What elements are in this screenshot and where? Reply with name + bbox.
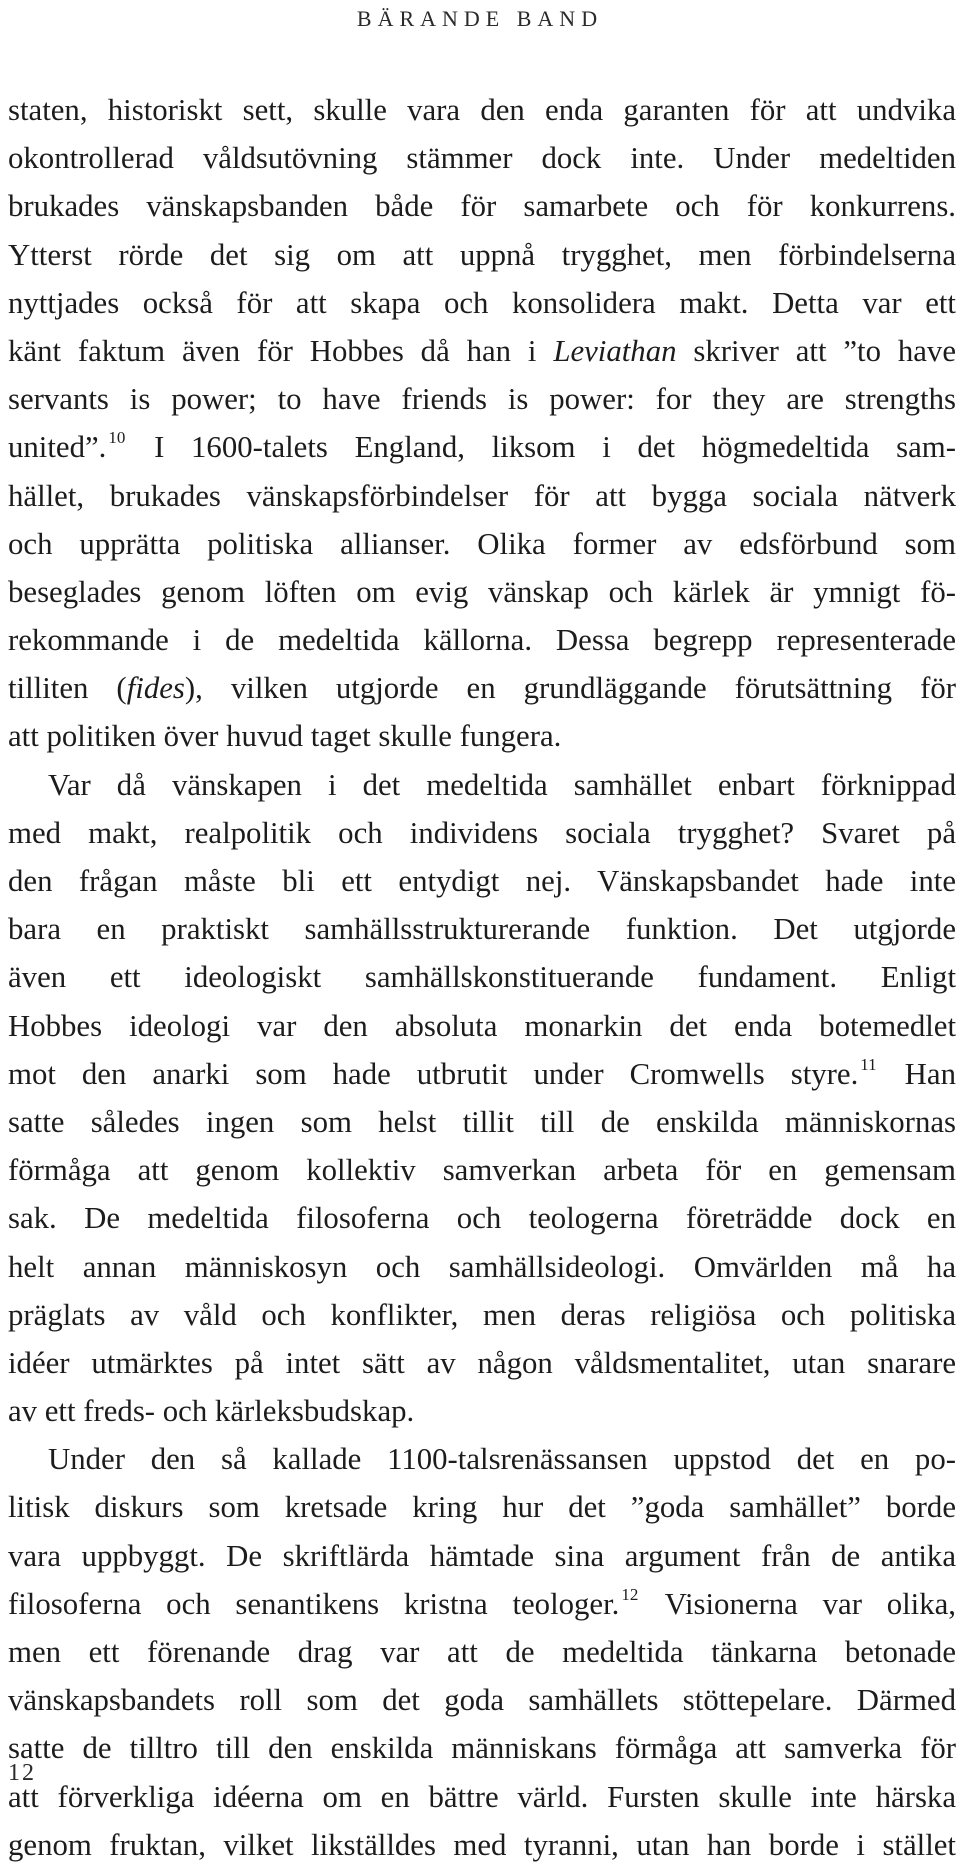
footnote-marker[interactable]: 12 xyxy=(621,1584,639,1604)
line-text: präglats av våld och konflikter, men deras religiösa och politiska xyxy=(8,1297,956,1332)
text-line xyxy=(8,520,956,568)
line-text: av ett freds- och kärleksbudskap. xyxy=(8,1394,415,1429)
text-line xyxy=(8,809,956,857)
text-line xyxy=(8,1821,956,1869)
text-line xyxy=(8,1676,956,1724)
text-line xyxy=(8,472,956,520)
line-text: vänskapsbandets roll som det goda samhällets stöttepelare. Därmed xyxy=(8,1683,956,1718)
text-line xyxy=(8,905,956,953)
line-text: även ett ideologiskt samhällskonstituerande fundament. Enligt xyxy=(8,960,956,995)
footnote-marker[interactable]: 11 xyxy=(860,1054,877,1074)
line-text: idéer utmärktes på intet sätt av någon våldsmentalitet, utan snarare xyxy=(8,1345,956,1380)
text-line xyxy=(8,182,956,230)
text-line xyxy=(8,1580,956,1628)
text-line xyxy=(8,231,956,279)
text-line xyxy=(8,1291,956,1339)
line-text: Visionerna var olika, xyxy=(640,1586,956,1621)
text-line xyxy=(8,1146,956,1194)
line-text: skriver att ”to have xyxy=(676,333,956,368)
text-line xyxy=(8,857,956,905)
text-line xyxy=(8,1773,956,1821)
line-text: den frågan måste bli ett entydigt nej. Vänskapsbandet hade inte xyxy=(8,864,956,898)
text-line xyxy=(8,1002,956,1050)
line-text: att förverkliga idéerna om en bättre värld. Fursten skulle inte härska xyxy=(8,1779,956,1814)
line-text: ), vilken utgjorde en grundläggande förutsättning för xyxy=(184,671,956,706)
text-line xyxy=(8,761,956,809)
line-text: bara en praktiskt samhällsstrukturerande funktion. Det utgjorde xyxy=(8,912,956,947)
line-text: satte således ingen som helst tillit till de enskilda människornas xyxy=(8,1104,956,1139)
line-text: Han xyxy=(878,1056,956,1091)
text-line xyxy=(8,953,956,1001)
line-text: brukades vänskapsbanden både för samarbete och för konkurrens. xyxy=(8,189,956,224)
text-line xyxy=(8,423,956,471)
line-text: förmåga att genom kollektiv samverkan arbeta för en gemensam xyxy=(8,1153,956,1188)
line-text: Under den så kallade 1100-talsrenässansen uppstod det en po- xyxy=(48,1442,956,1477)
text-line xyxy=(8,664,956,712)
text-line xyxy=(8,1098,956,1146)
line-text: att politiken över huvud taget skulle fungera. xyxy=(8,719,562,754)
line-text: vara uppbyggt. De skriftlärda hämtade sina argument från de antika xyxy=(8,1538,956,1573)
footnote-marker[interactable]: 10 xyxy=(108,428,126,448)
text-line xyxy=(8,712,956,760)
line-text: mot den anarki som hade utbrutit under Cromwells styre. xyxy=(8,1056,859,1091)
text-line xyxy=(8,1050,956,1098)
running-head: BÄRANDE BAND xyxy=(356,6,604,31)
page-number: 12 xyxy=(8,1760,36,1786)
text-line xyxy=(8,327,956,375)
line-text: nyttjades också för att skapa och konsolidera makt. Detta var ett xyxy=(8,285,956,320)
line-text: beseglades genom löften om evig vänskap och kärlek är ymnigt fö- xyxy=(8,574,956,609)
text-line xyxy=(8,1435,956,1483)
line-text: satte de tilltro till den enskilda människans förmåga att samverka för xyxy=(8,1731,956,1766)
line-text: filosoferna och senantikens kristna teologer. xyxy=(8,1586,620,1621)
line-text: staten, historiskt sett, skulle vara den enda garanten för att undvika xyxy=(8,93,956,127)
line-text: sak. De medeltida filosoferna och teologerna företrädde dock en xyxy=(8,1201,956,1236)
text-line xyxy=(8,1387,956,1435)
text-line xyxy=(8,1194,956,1242)
italic-term: Leviathan xyxy=(553,333,677,368)
text-line xyxy=(8,375,956,423)
text-line xyxy=(8,1483,956,1531)
body-text xyxy=(8,86,956,1869)
line-text: litisk diskurs som kretsade kring hur det ”goda samhället” borde xyxy=(8,1490,956,1525)
line-text: servants is power; to have friends is power: for they are strengths xyxy=(8,382,956,417)
line-text: och upprätta politiska allianser. Olika former av edsförbund som xyxy=(8,526,956,561)
text-line xyxy=(8,279,956,327)
line-text: med makt, realpolitik och individens sociala trygghet? Svaret på xyxy=(8,815,956,850)
line-text: I 1600-talets England, liksom i det högmedeltida sam- xyxy=(127,430,956,465)
line-text: tilliten ( xyxy=(8,671,127,706)
line-text: hället, brukades vänskapsförbindelser för att bygga sociala nätverk xyxy=(8,478,956,513)
text-line xyxy=(8,568,956,616)
text-line xyxy=(8,1724,956,1772)
line-text: känt faktum även för Hobbes då han i xyxy=(8,333,554,368)
line-text: genom fruktan, vilket likställdes med tyranni, utan han borde i stället xyxy=(8,1827,956,1862)
line-text: men ett förenande drag var att de medeltida tänkarna betonade xyxy=(8,1635,956,1669)
line-text: rekommande i de medeltida källorna. Dessa begrepp representerade xyxy=(8,623,956,658)
line-text: united”. xyxy=(8,430,107,465)
text-line xyxy=(8,1243,956,1291)
line-text: Var då vänskapen i det medeltida samhället enbart förknippad xyxy=(48,767,956,802)
italic-term: fides xyxy=(126,671,185,706)
text-line xyxy=(8,616,956,664)
line-text: Hobbes ideologi var den absoluta monarkin det enda botemedlet xyxy=(8,1008,956,1043)
line-text: okontrollerad våldsutövning stämmer dock inte. Under medeltiden xyxy=(8,141,956,176)
text-line xyxy=(8,1532,956,1580)
text-line xyxy=(8,86,956,134)
text-line xyxy=(8,1339,956,1387)
text-line xyxy=(8,134,956,182)
line-text: helt annan människosyn och samhällsideologi. Omvärlden må ha xyxy=(8,1249,956,1284)
line-text: Ytterst rörde det sig om att uppnå trygghet, men förbindelserna xyxy=(8,237,956,272)
text-line xyxy=(8,1628,956,1676)
